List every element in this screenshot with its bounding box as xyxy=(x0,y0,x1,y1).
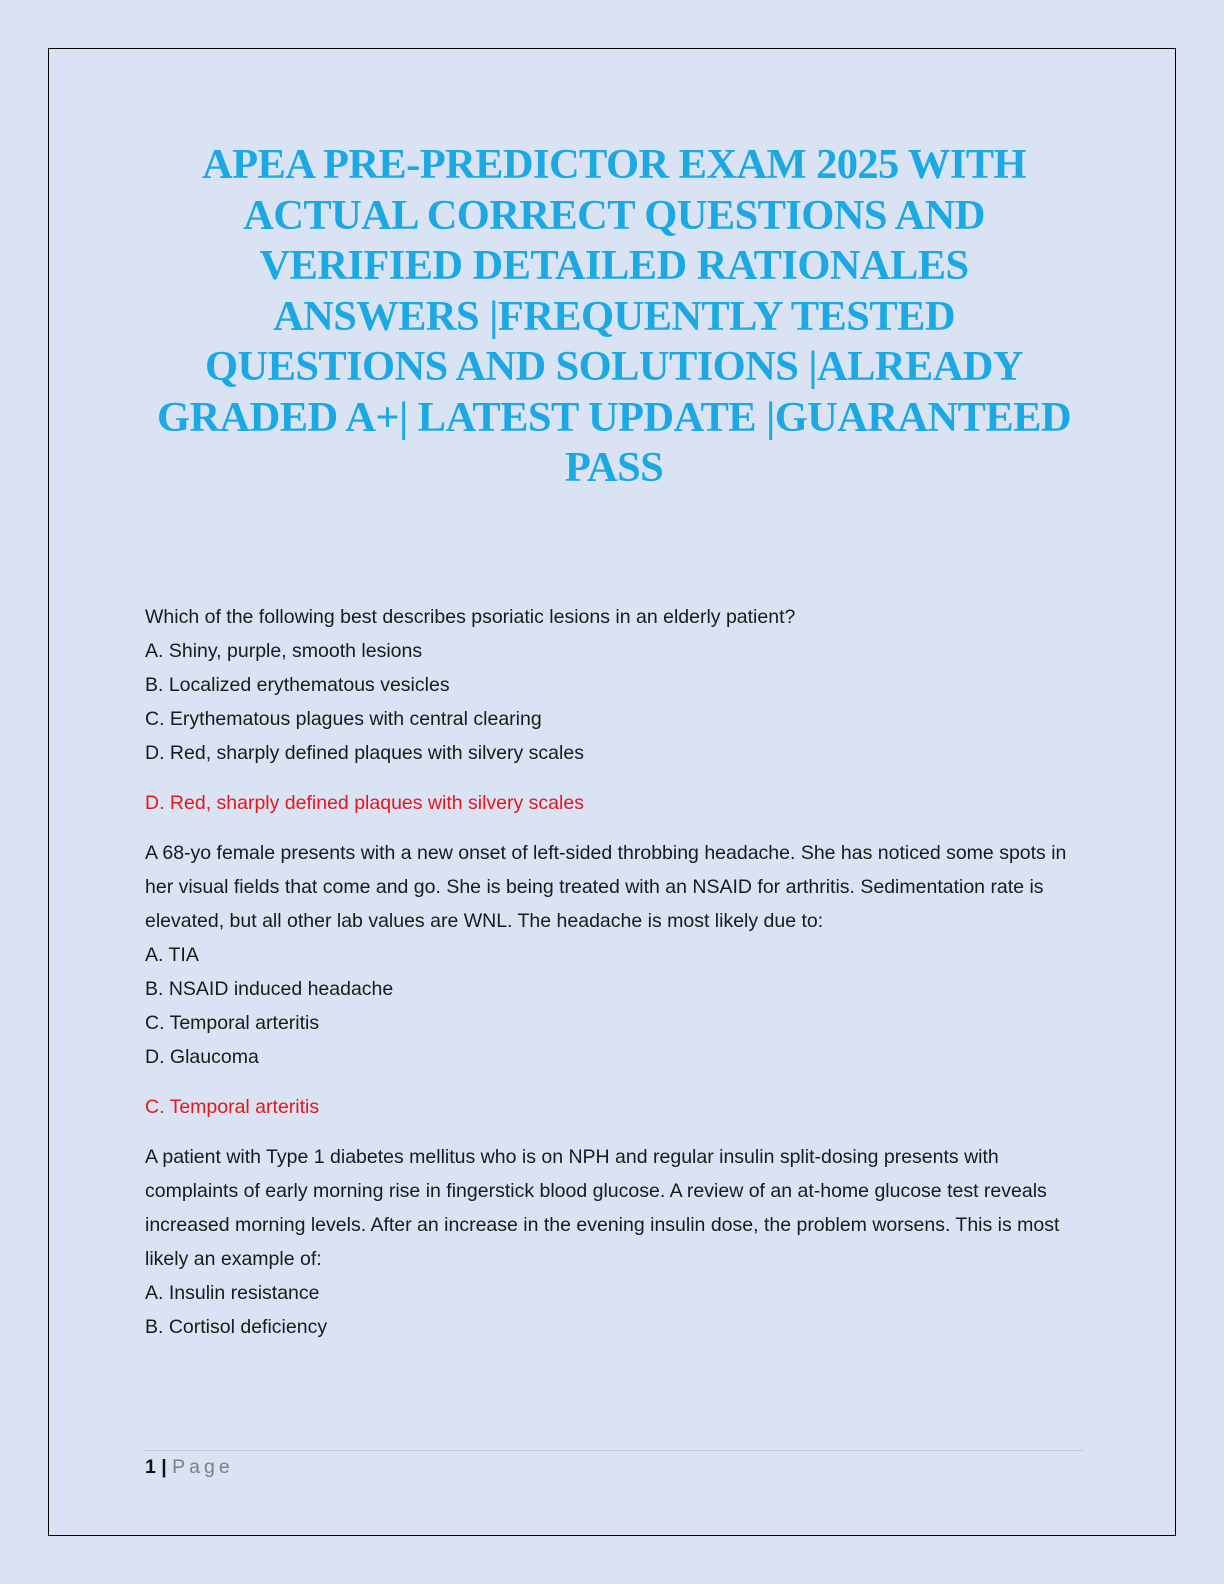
page-label: Page xyxy=(172,1456,234,1478)
page-footer xyxy=(145,1455,234,1479)
title-line: GRADED A+| LATEST UPDATE |GUARANTEED xyxy=(157,393,1071,441)
option-b: B. Localized erythematous vesicles xyxy=(145,674,450,696)
document-body xyxy=(145,600,1085,1360)
option-d: D. Red, sharply defined plaques with silvery scales xyxy=(145,742,584,764)
question-block xyxy=(145,1140,1085,1344)
document-title xyxy=(130,140,1098,494)
option-c: C. Erythematous plagues with central clearing xyxy=(145,708,542,730)
option-b: B. NSAID induced headache xyxy=(145,978,394,1000)
option-a: A. TIA xyxy=(145,944,199,966)
correct-answer: C. Temporal arteritis xyxy=(145,1096,320,1118)
answer-options xyxy=(145,634,1085,770)
title-line: ANSWERS |FREQUENTLY TESTED xyxy=(273,292,955,340)
answer-options xyxy=(145,938,1085,1074)
question-stem: A patient with Type 1 diabetes mellitus who is on NPH and regular insulin split-dosing presents with complaints of early morning rise in fingerstick blood glucose. A review of an at-home glucose test reveals increased morning levels. After an increase in the evening insulin dose, the problem worsens. This is most likely an example of: xyxy=(145,1146,1060,1270)
title-line: VERIFIED DETAILED RATIONALES xyxy=(259,242,969,289)
option-a: A. Shiny, purple, smooth lesions xyxy=(145,640,423,662)
title-line: ACTUAL CORRECT QUESTIONS AND xyxy=(243,191,985,239)
correct-answer: D. Red, sharply defined plaques with silvery scales xyxy=(145,792,584,814)
option-c: C. Temporal arteritis xyxy=(145,1012,320,1034)
title-line: QUESTIONS AND SOLUTIONS |ALREADY xyxy=(205,343,1023,390)
title-line: APEA PRE-PREDICTOR EXAM 2025 WITH xyxy=(202,141,1026,188)
page-number: 1 xyxy=(145,1456,156,1478)
title-line: PASS xyxy=(564,444,664,491)
question-block xyxy=(145,836,1085,1074)
question-stem: A 68-yo female presents with a new onset of left-sided throbbing headache. She has noticed some spots in her visual fields that come and go. She is being treated with an NSAID for arthritis. Sedimentation rate is elevated, but all other lab values are WNL. The headache is most likely due to: xyxy=(145,842,1067,932)
page-separator: | xyxy=(161,1456,167,1478)
answer-options xyxy=(145,1276,1085,1344)
option-d: D. Glaucoma xyxy=(145,1046,259,1068)
question-stem: Which of the following best describes psoriatic lesions in an elderly patient? xyxy=(145,606,796,628)
option-a: A. Insulin resistance xyxy=(145,1282,320,1304)
footer-divider xyxy=(143,1450,1083,1451)
option-b: B. Cortisol deficiency xyxy=(145,1316,328,1338)
question-block xyxy=(145,600,1085,770)
